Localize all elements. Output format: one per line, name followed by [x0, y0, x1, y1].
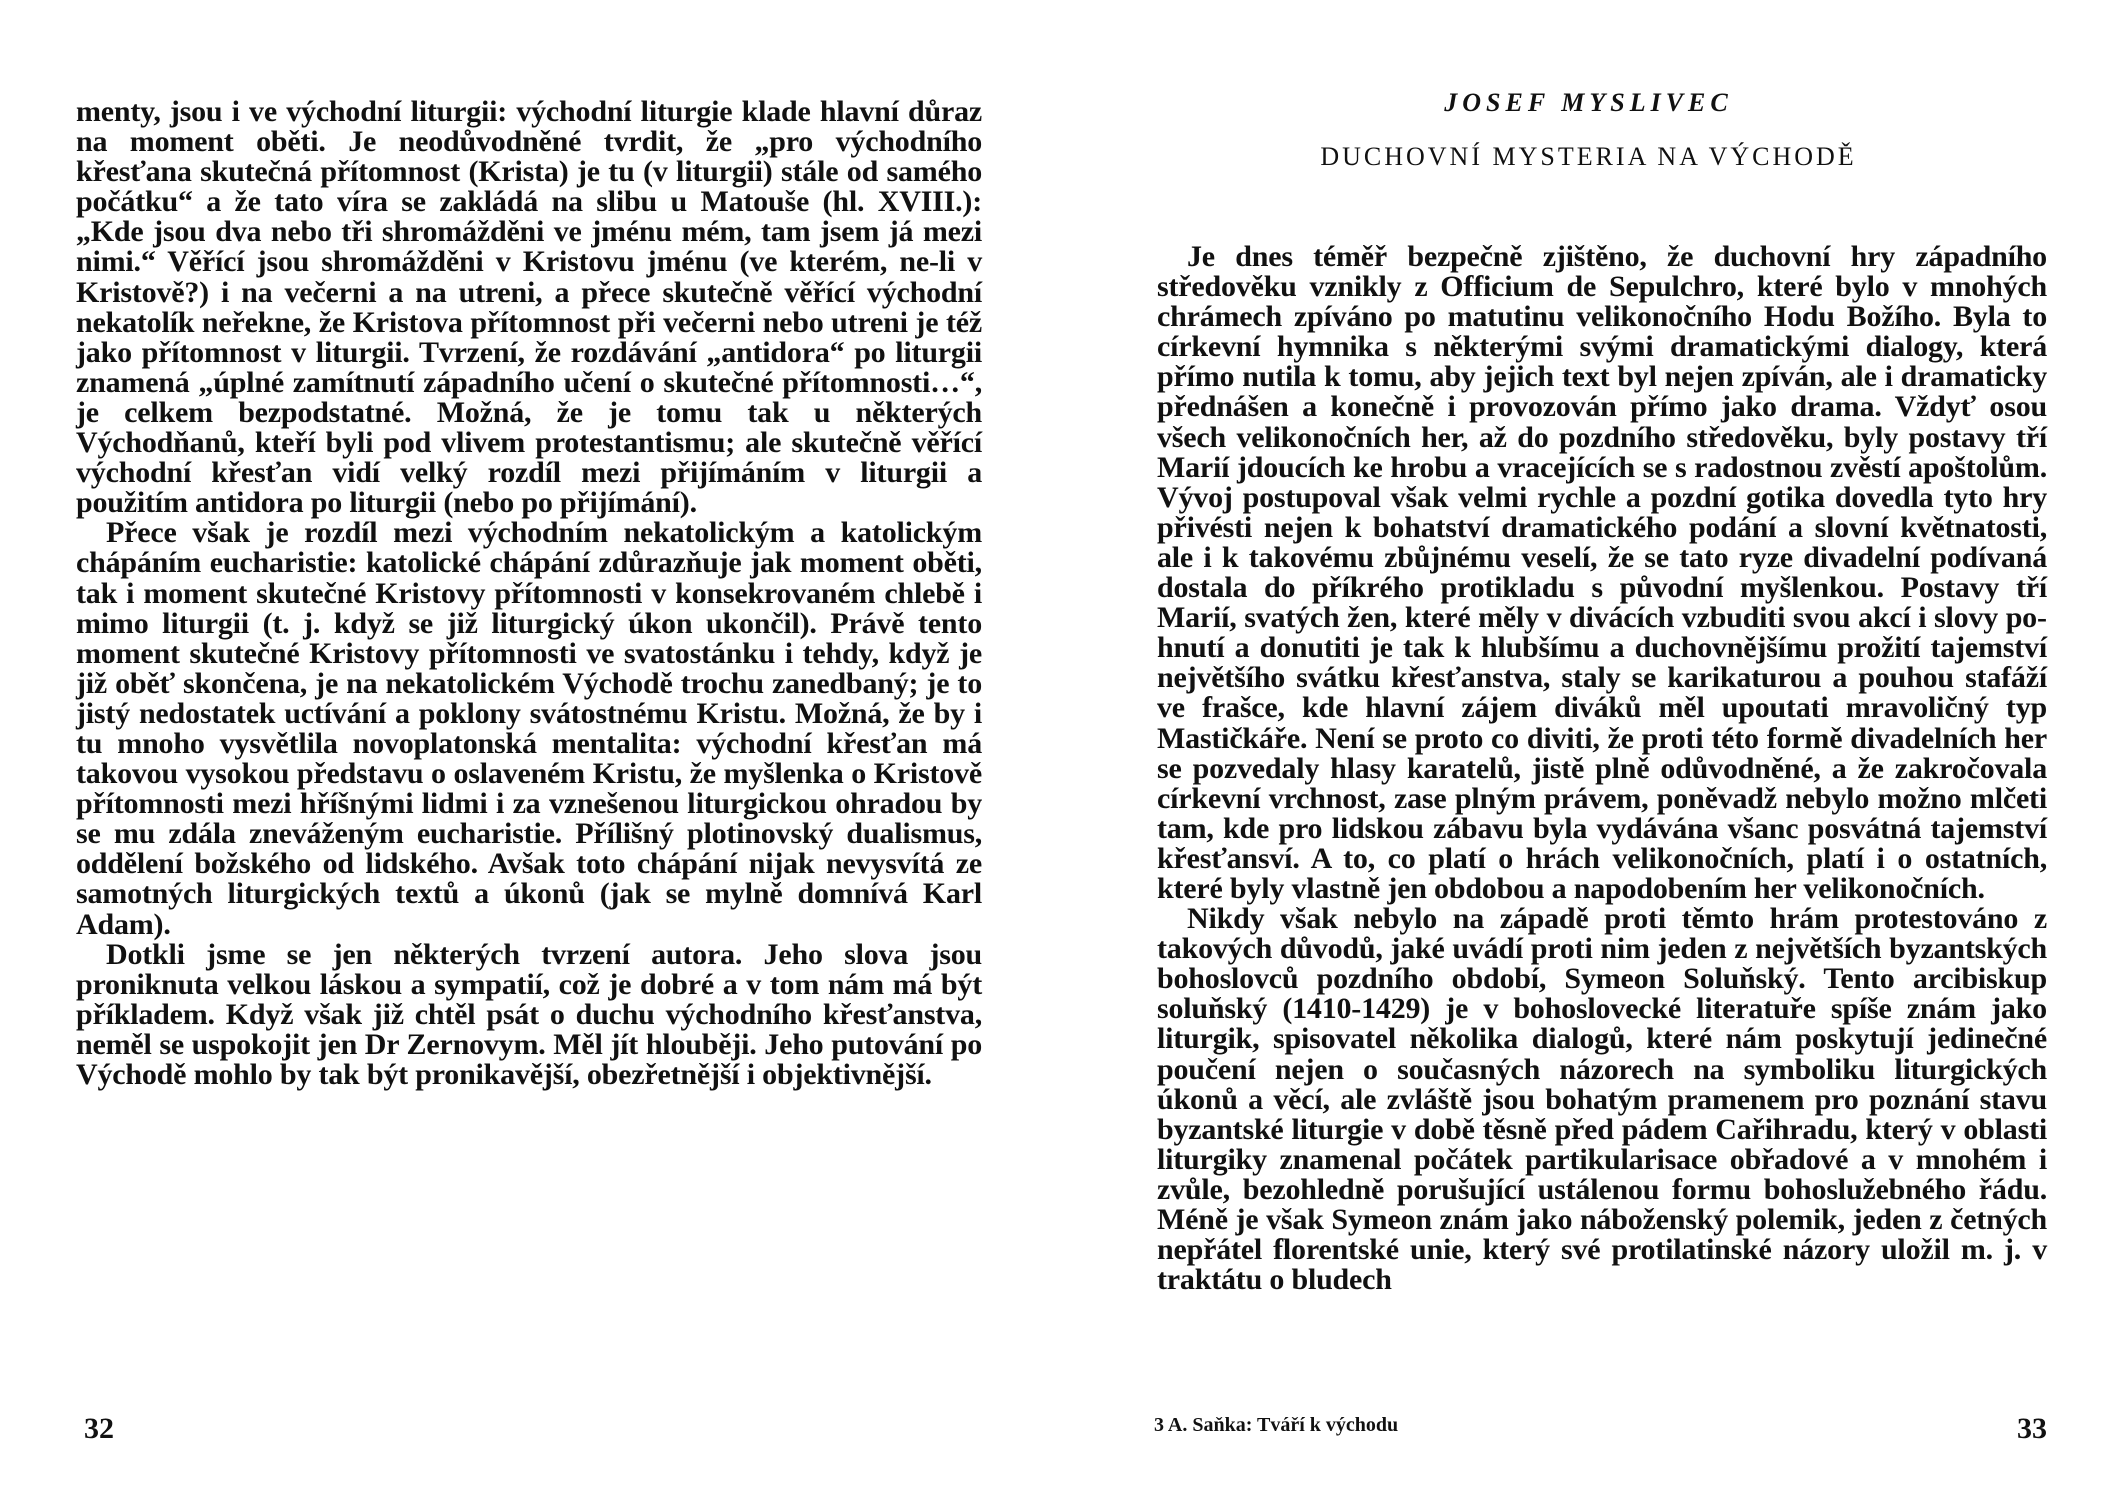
- left-paragraph-1: menty, jsou i ve východní liturgii: východní liturgie klade hlavní důraz na moment oběti. Je neodůvodněné tvrdit, že „pro východního křesťana skutečná přítomnost (Krista) je tu (v liturgii) stále od samého počátku“ a že tato víra se zakládá na slibu u Matouše (hl. XVIII.): „Kde jsou dva nebo tři shromážděni ve jménu mém, tam jsem já mezi nimi.“ Věřící jsou shromážděni v Kristovu jménu (ve kterém, ne-li v Kristově?) i na večerni a na utreni, a přece skutečně věřící východní nekatolík neřekne, že Kristova přítomnost při večerni nebo utreni je též jako přítomnost v liturgii. Tvrzení, že rozdávání „antidora“ po liturgii znamená „úplné zamítnutí západního učení o skutečné přítomnosti…“, je celkem bezpodstatné. Možná, že je tomu tak u některých Východňanů, kteří byli pod vlivem protestantismu; ale skutečně věřící východní křesťan vidí velký rozdíl mezi přijímáním v liturgii a použitím antidora po liturgii (nebo po přijímání).: [76, 95, 982, 520]
- left-paragraph-2: Přece však je rozdíl mezi východním nekatolickým a katolickým chápáním eucharistie: katolické chápání zdůrazňuje jak moment oběti, tak i moment skutečné Kristovy přítomnosti v konsekrovaném chlebě i mimo liturgii (t. j. když se již liturgický úkon ukončil). Právě tento moment skutečné Kristovy přítomnosti ve svatostánku i tehdy, když je již oběť skončena, je na nekatolickém Východě trochu zanedbaný; je to jistý nedostatek uctívání a poklony svátostnému Kristu. Možná, že by i tu mnoho vysvětlila novoplatonská mentalita: východní křesťan má takovou vysokou představu o oslaveném Kristu, že myšlenka o Kristově přítomnosti mezi hříšnými lidmi i za vznešenou liturgickou ohradou by se mu zdála zneváženým eucharistie. Přílišný plotinovský dualismus, oddělení božského od lidského. Avšak toto chápání nijak nevysvítá ze samotných liturgických textů a úkonů (jak se mylně domnívá Karl Adam).: [76, 516, 982, 941]
- right-paragraph-1: Je dnes téměř bezpečně zjištěno, že duchovní hry západního středověku vznikly z Officium de Sepulchro, které bylo v mnohých chrámech zpíváno po matutinu velikonočního Hodu Božího. Byla to církevní hymnika s některými svými dramatickými dialogy, která přímo nutila k tomu, aby jejich text byl nejen zpíván, ale i dramaticky přednášen a konečně i provozován přímo jako drama. Vždyť osou všech velikonočních her, až do pozdního středověku, byly postavy tří Marií jdoucích ke hrobu a vracejících se s radostnou zvěstí apoštolům. Vývoj postupoval však velmi rychle a pozdní gotika dovedla tyto hry přivésti nejen k bohatství dramatického podání a slovní květnatosti, ale i k takovému zbůjnému veselí, že se tato ryze divadelní podívaná dostala do příkrého protikladu s původní myšlenkou. Postavy tří Marií, svatých žen, které měly v divácích vzbuditi svou akcí i slovy pohnutí a donutiti je tak k hlubšímu a duchovnějšímu prožití tajemství největšího svátku křesťanstva, staly se karikaturou a pouhou stafáží ve frašce, kde hlavní zájem diváků měl upoutati mravoličný typ Mastičkáře. Není se proto co diviti, že proti této formě divadelních her se pozvedaly hlasy karatelů, jistě plně odůvodněné, a že zakročovala církevní vrchnost, zase plným právem, poněvadž nebylo možno mlčeti tam, kde pro lidskou zábavu byla vydávána všanc posvátná tajemství křesťansví. A to, co platí o hrách velikonočních, platí i o ostatních, které byly vlastně jen obdobou a napodobením her velikonočních.: [1157, 240, 2047, 905]
- left-text-column: [76, 97, 982, 1090]
- left-paragraph-3: Dotkli jsme se jen některých tvrzení autora. Jeho slova jsou proniknuta velkou láskou a sympatií, což je dobré a v tom nám má být příkladem. Když však již chtěl psát o duchu východního křesťanstva, neměl se uspokojit jen Dr Zernovym. Měl jít hlouběji. Jeho putování po Východě mohlo by tak být pronikavější, obezřetnější i objektivnější.: [76, 937, 982, 1091]
- right-paragraph-2: Nikdy však nebylo na západě proti těmto hrám protestováno z takových důvodů, jaké uvádí proti nim jeden z největších byzantských bohoslovců pozdního období, Symeon Soluňský. Tento arcibiskup soluňský (1410-1429) je v bohoslovecké literatuře spíše znám jako liturgik, spisovatel několika dialogů, které nám poskytují jedinečné poučení nejen o současných názorech na symboliku liturgických úkonů a věcí, ale zvláště jsou bohatým pramenem pro poznání stavu byzantské liturgie v době těsně před pádem Cařihradu, který v oblasti liturgiky znamenal počátek partikularisace obřadové a v mnohém i zvůle, bezohledně porušující ustálenou formu bohoslužebného řádu. Méně je však Symeon znám jako náboženský polemik, jeden z četných nepřátel florentské unie, který své protilatinské názory uložil m. j. v traktátu o bludech: [1157, 902, 2047, 1297]
- article-title: DUCHOVNÍ MYSTERIA NA VÝCHODĚ: [1320, 142, 1857, 171]
- right-page: [1059, 0, 2118, 1500]
- right-text-column: [1157, 242, 2047, 1295]
- article-author: JOSEF MYSLIVEC: [1444, 88, 1733, 117]
- left-page-number: 32: [84, 1412, 114, 1445]
- signature-footer: 3 A. Saňka: Tváří k východu: [1154, 1414, 1399, 1436]
- right-page-number: 33: [2017, 1412, 2047, 1445]
